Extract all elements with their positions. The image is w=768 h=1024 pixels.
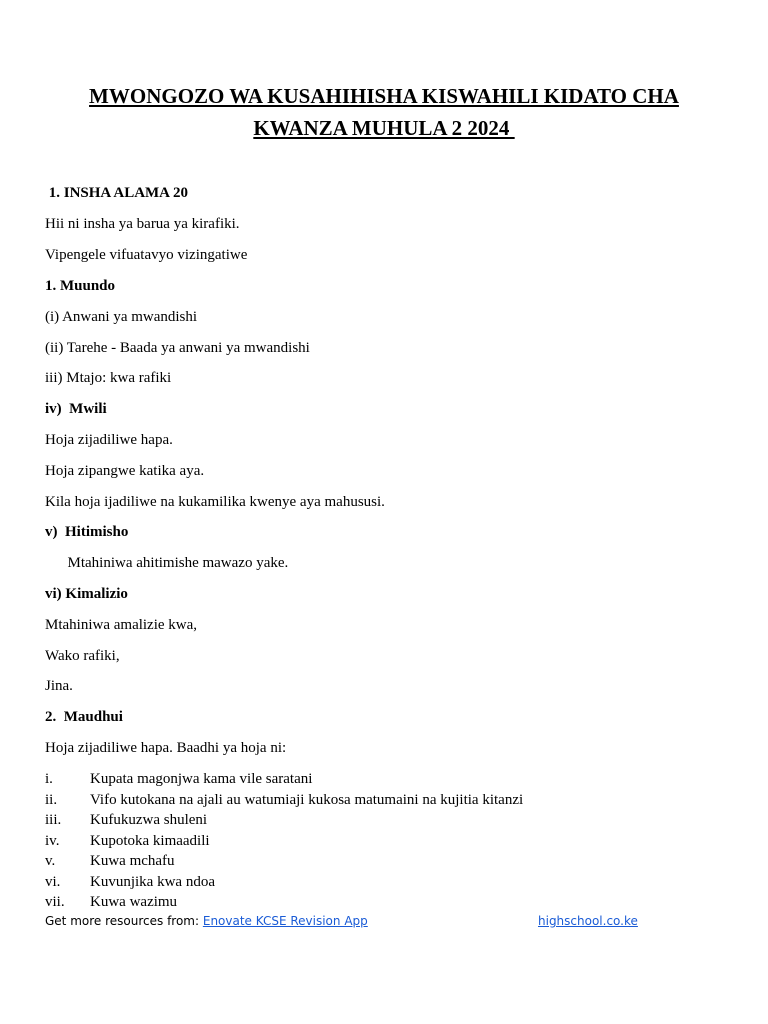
list-item-number: ii.: [45, 791, 58, 808]
subheading-muundo: 1. Muundo: [45, 278, 116, 294]
page-title-line-2: KWANZA MUHULA 2 2024: [253, 116, 515, 140]
enovate-app-link[interactable]: Enovate KCSE Revision App: [202, 914, 368, 928]
subheading-hitimisho: v) Hitimisho: [45, 524, 129, 540]
amalizie-text: Mtahiniwa amalizie kwa,: [45, 617, 198, 633]
intro-text: Hii ni insha ya barua ya kirafiki.: [45, 216, 240, 232]
baadhi-text: Hoja zijadiliwe hapa. Baadhi ya hoja ni:: [45, 740, 287, 756]
wako-rafiki-text: Wako rafiki,: [45, 648, 120, 664]
subheading-mwili: iv) Mwili: [45, 401, 107, 417]
section-heading-insha: 1. INSHA ALAMA 20: [45, 185, 188, 201]
hitimisho-text: Mtahiniwa ahitimishe mawazo yake.: [45, 555, 289, 571]
list-item-number: v.: [45, 853, 56, 869]
list-item-number: vi.: [45, 873, 61, 890]
subheading-maudhui: 2. Maudhui: [45, 709, 123, 725]
highschool-link[interactable]: highschool.co.ke: [538, 914, 638, 928]
list-item-text: Vifo kutokana na ajali au watumiaji kukosa matumaini na kujitia kitanzi: [90, 791, 524, 808]
footer-label: Get more resources from:: [45, 914, 203, 928]
subheading-kimalizio: vi) Kimalizio: [45, 586, 128, 602]
tarehe-text: (ii) Tarehe - Baada ya anwani ya mwandishi: [45, 340, 310, 356]
list-item-number: iii.: [45, 812, 62, 828]
mtajo-text: iii) Mtajo: kwa rafiki: [45, 370, 172, 386]
page-title-line-1: MWONGOZO WA KUSAHIHISHA KISWAHILI KIDATO CHA: [89, 84, 679, 108]
jina-text: Jina.: [45, 678, 73, 694]
list-item-text: Kufukuzwa shuleni: [90, 812, 208, 828]
list-item-text: Kuwa wazimu: [90, 894, 178, 910]
anwani-text: (i) Anwani ya mwandishi: [45, 309, 198, 325]
list-item-text: Kuwa mchafu: [90, 853, 175, 869]
footer: [45, 913, 645, 929]
vipengele-text: Vipengele vifuatavyo vizingatiwe: [45, 247, 248, 263]
hoja-zipangwe-text: Hoja zipangwe katika aya.: [45, 463, 205, 479]
hoja-zijadiliwe-text: Hoja zijadiliwe hapa.: [45, 432, 173, 448]
list-item-number: iv.: [45, 832, 60, 849]
list-item-text: Kupata magonjwa kama vile saratani: [90, 771, 313, 787]
list-item-number: vii.: [45, 894, 65, 910]
list-item-number: i.: [45, 771, 53, 787]
kila-hoja-text: Kila hoja ijadiliwe na kukamilika kwenye aya mahususi.: [45, 494, 385, 510]
list-item-text: Kupotoka kimaadili: [90, 832, 210, 849]
list-item-text: Kuvunjika kwa ndoa: [90, 873, 215, 890]
